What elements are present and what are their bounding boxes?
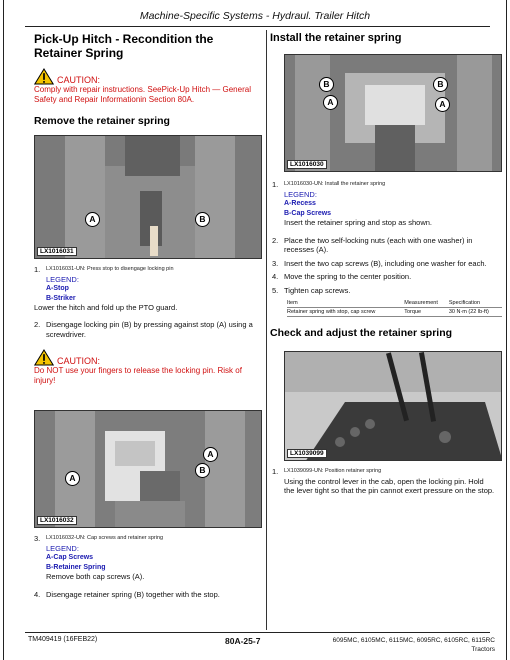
remove-heading: Remove the retainer spring — [34, 115, 170, 127]
callout-a: A — [203, 447, 218, 462]
install-step-1 — [272, 180, 495, 228]
footer-models — [320, 636, 495, 654]
caution-block — [34, 349, 262, 386]
photo-cap-screws — [34, 410, 262, 528]
right-column — [270, 32, 495, 496]
legend-title: LEGEND: — [284, 189, 317, 199]
spec-header-measurement: Measurement — [404, 299, 449, 308]
section-title: Pick-Up Hitch - Recondition the Retainer Spring — [34, 32, 214, 60]
step-1 — [34, 265, 262, 303]
cab-control-illustration — [285, 352, 502, 461]
callout-b: B — [195, 212, 210, 227]
header-rule — [25, 26, 490, 27]
column-divider — [266, 30, 267, 630]
step-2 — [34, 320, 262, 339]
check-step-1 — [270, 467, 495, 496]
step-text: Disengage retainer spring (B) together with the stop. — [46, 589, 220, 599]
footer-models-line1: 6095MC, 6105MC, 6115MC, 6095RC, 6105RC, 6115RC — [332, 637, 495, 644]
callout-b: B — [319, 77, 334, 92]
step-text: Move the spring to the center position. — [284, 272, 412, 281]
photo-id: LX1039099 — [287, 449, 327, 458]
check-heading: Check and adjust the retainer spring — [270, 327, 453, 339]
step-number: 1. — [34, 265, 41, 274]
step-number: 3. — [34, 534, 41, 543]
figure-caption: LX1016031-UN: Press stop to disengage locking pin — [46, 266, 174, 272]
hitch-illustration — [35, 411, 262, 528]
callout-a: A — [323, 95, 338, 110]
step-3 — [34, 534, 262, 582]
legend-item: B-Striker — [46, 294, 76, 302]
step-number: 4. — [272, 272, 279, 281]
hitch-illustration — [285, 55, 502, 172]
step-text: Remove both cap screws (A). — [46, 572, 145, 581]
photo-install-spring — [284, 54, 502, 172]
photo-position-spring — [284, 351, 502, 461]
figure-caption: LX1016032-UN: Cap screws and retainer spring — [46, 535, 164, 541]
step-text: Tighten cap screws. — [284, 285, 351, 295]
install-step-3 — [272, 259, 495, 269]
spec-value: 30 N·m (22 lb-ft) — [449, 308, 502, 317]
page-header-title: Machine-Specific Systems - Hydraul. Trailer Hitch — [139, 10, 371, 22]
legend-title: LEGEND: — [46, 543, 79, 553]
spec-item: Retainer spring with stop, cap screw — [287, 308, 404, 317]
step-1-text: Lower the hitch and fold up the PTO guard. — [34, 303, 178, 312]
footer-doc-id: TM409419 (16FEB22) — [28, 636, 98, 643]
warning-triangle-icon — [34, 68, 54, 85]
caution-text: Comply with repair instructions. SeePick-Up Hitch — General Safety and Repair Informationin Section 80A. — [34, 85, 251, 104]
spec-header-specification: Specification — [449, 299, 502, 308]
photo-press-stop — [34, 135, 262, 259]
step-text: Insert the two cap screws (B), including one washer for each. — [284, 258, 487, 268]
step-number: 2. — [34, 320, 41, 329]
step-number: 1. — [272, 467, 279, 476]
caution-label: CAUTION: — [57, 74, 101, 85]
step-text: Using the control lever in the cab, open the locking pin. Hold the lever tight so that the pin cannot exert pressure on the stop. — [284, 476, 495, 495]
warning-triangle-icon — [34, 349, 54, 366]
spec-header-item: Item — [287, 299, 404, 308]
legend-item: B-Cap Screws — [284, 209, 332, 217]
figure-caption: LX1039099-UN: Position retainer spring — [284, 468, 382, 474]
callout-b: B — [433, 77, 448, 92]
callout-a: A — [65, 471, 80, 486]
legend-item: A-Recess — [284, 200, 316, 207]
left-column — [34, 32, 262, 599]
step-text: Place the two self-locking nuts (each with one washer) in recesses (A). — [284, 235, 473, 254]
step-number: 2. — [272, 235, 279, 245]
install-step-5 — [272, 286, 495, 296]
legend-item: A-Cap Screws — [46, 554, 94, 561]
step-text: Disengage locking pin (B) by pressing against stop (A) using a screwdriver. — [46, 320, 253, 339]
callout-a: A — [435, 97, 450, 112]
footer-page-number: 80A-25-7 — [225, 636, 261, 646]
legend-item: B-Retainer Spring — [46, 563, 106, 571]
photo-id: LX1016032 — [37, 516, 77, 525]
install-heading: Install the retainer spring — [270, 32, 402, 44]
footer-rule — [25, 632, 490, 633]
legend-item: A-Stop — [46, 285, 69, 292]
step-4 — [34, 590, 262, 600]
install-step-4 — [272, 272, 495, 282]
callout-b: B — [195, 463, 210, 478]
step-number: 5. — [272, 285, 279, 295]
spec-table — [287, 299, 502, 317]
footer-models-line2: Tractors — [471, 646, 495, 653]
legend-title: LEGEND: — [46, 274, 79, 284]
callout-a: A — [85, 212, 100, 227]
table-row — [287, 308, 502, 317]
spec-measurement: Torque — [404, 308, 449, 317]
step-number: 4. — [34, 589, 41, 599]
install-step-2 — [272, 236, 495, 255]
photo-id: LX1016030 — [287, 160, 327, 169]
photo-id: LX1016031 — [37, 247, 77, 256]
caution-block — [34, 68, 262, 105]
caution-label: CAUTION: — [57, 355, 101, 366]
step-number: 1. — [272, 180, 279, 189]
step-text: Insert the retainer spring and stop as shown. — [284, 218, 433, 227]
figure-caption: LX1016030-UN: Install the retainer spring — [284, 181, 386, 187]
step-number: 3. — [272, 258, 279, 268]
hitch-illustration — [35, 136, 262, 259]
caution-text: Do NOT use your fingers to release the locking pin. Risk of injury! — [34, 366, 242, 385]
